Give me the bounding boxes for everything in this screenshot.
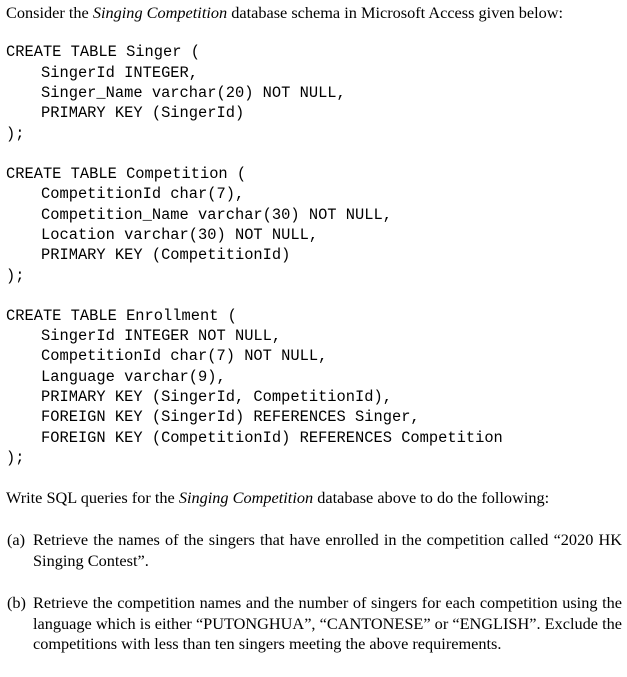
singer-field-line: Singer_Name varchar(20) NOT NULL, <box>41 84 346 102</box>
question-label: (b) <box>7 593 26 612</box>
singer-create-line: CREATE TABLE Singer ( <box>6 43 200 61</box>
singer-field-line: PRIMARY KEY (SingerId) <box>41 104 245 122</box>
singer-field-line: SingerId INTEGER, <box>41 64 199 82</box>
competition-create-line: CREATE TABLE Competition ( <box>6 165 247 183</box>
enrollment-create-line: CREATE TABLE Enrollment ( <box>6 307 237 325</box>
competition-field-line: Location varchar(30) NOT NULL, <box>41 226 319 244</box>
singer-close-line: ); <box>6 125 25 143</box>
competition-field-line: PRIMARY KEY (CompetitionId) <box>41 246 291 264</box>
question-text: Retrieve the names of the singers that have enrolled in the competition called “2020 HK Singing Contest”. <box>33 530 622 570</box>
question-b <box>7 593 622 677</box>
enrollment-field-line: SingerId INTEGER NOT NULL, <box>41 327 282 345</box>
competition-field-line: Competition_Name varchar(30) NOT NULL, <box>41 206 392 224</box>
intro-prefix: Consider the <box>6 3 93 22</box>
enrollment-field-line: CompetitionId char(7) NOT NULL, <box>41 347 328 365</box>
competition-field-line: CompetitionId char(7), <box>41 185 245 203</box>
question-label: (a) <box>7 530 26 549</box>
task-prefix: Write SQL queries for the <box>6 488 179 507</box>
intro-text <box>6 3 563 23</box>
question-text: Retrieve the competition names and the number of singers for each competition using the language which is either “PUTONGHUA”, “CANTONESE” or “ENGLISH”. Exclude the competitions with less than ten singers meeting the above requirements. <box>33 593 622 653</box>
question-a <box>7 530 622 572</box>
task-suffix: database above to do the following: <box>313 488 550 507</box>
enrollment-field-line: FOREIGN KEY (SingerId) REFERENCES Singer, <box>41 408 420 426</box>
enrollment-field-line: Language varchar(9), <box>41 368 226 386</box>
enrollment-field-line: PRIMARY KEY (SingerId, CompetitionId), <box>41 388 392 406</box>
enrollment-close-line: ); <box>6 449 25 467</box>
task-db-name: Singing Competition <box>178 488 314 507</box>
intro-db-name: Singing Competition <box>92 3 228 22</box>
task-text <box>6 488 549 509</box>
enrollment-field-line: FOREIGN KEY (CompetitionId) REFERENCES Competition <box>41 429 503 447</box>
competition-close-line: ); <box>6 267 25 285</box>
intro-suffix: database schema in Microsoft Access given below: <box>227 3 564 22</box>
